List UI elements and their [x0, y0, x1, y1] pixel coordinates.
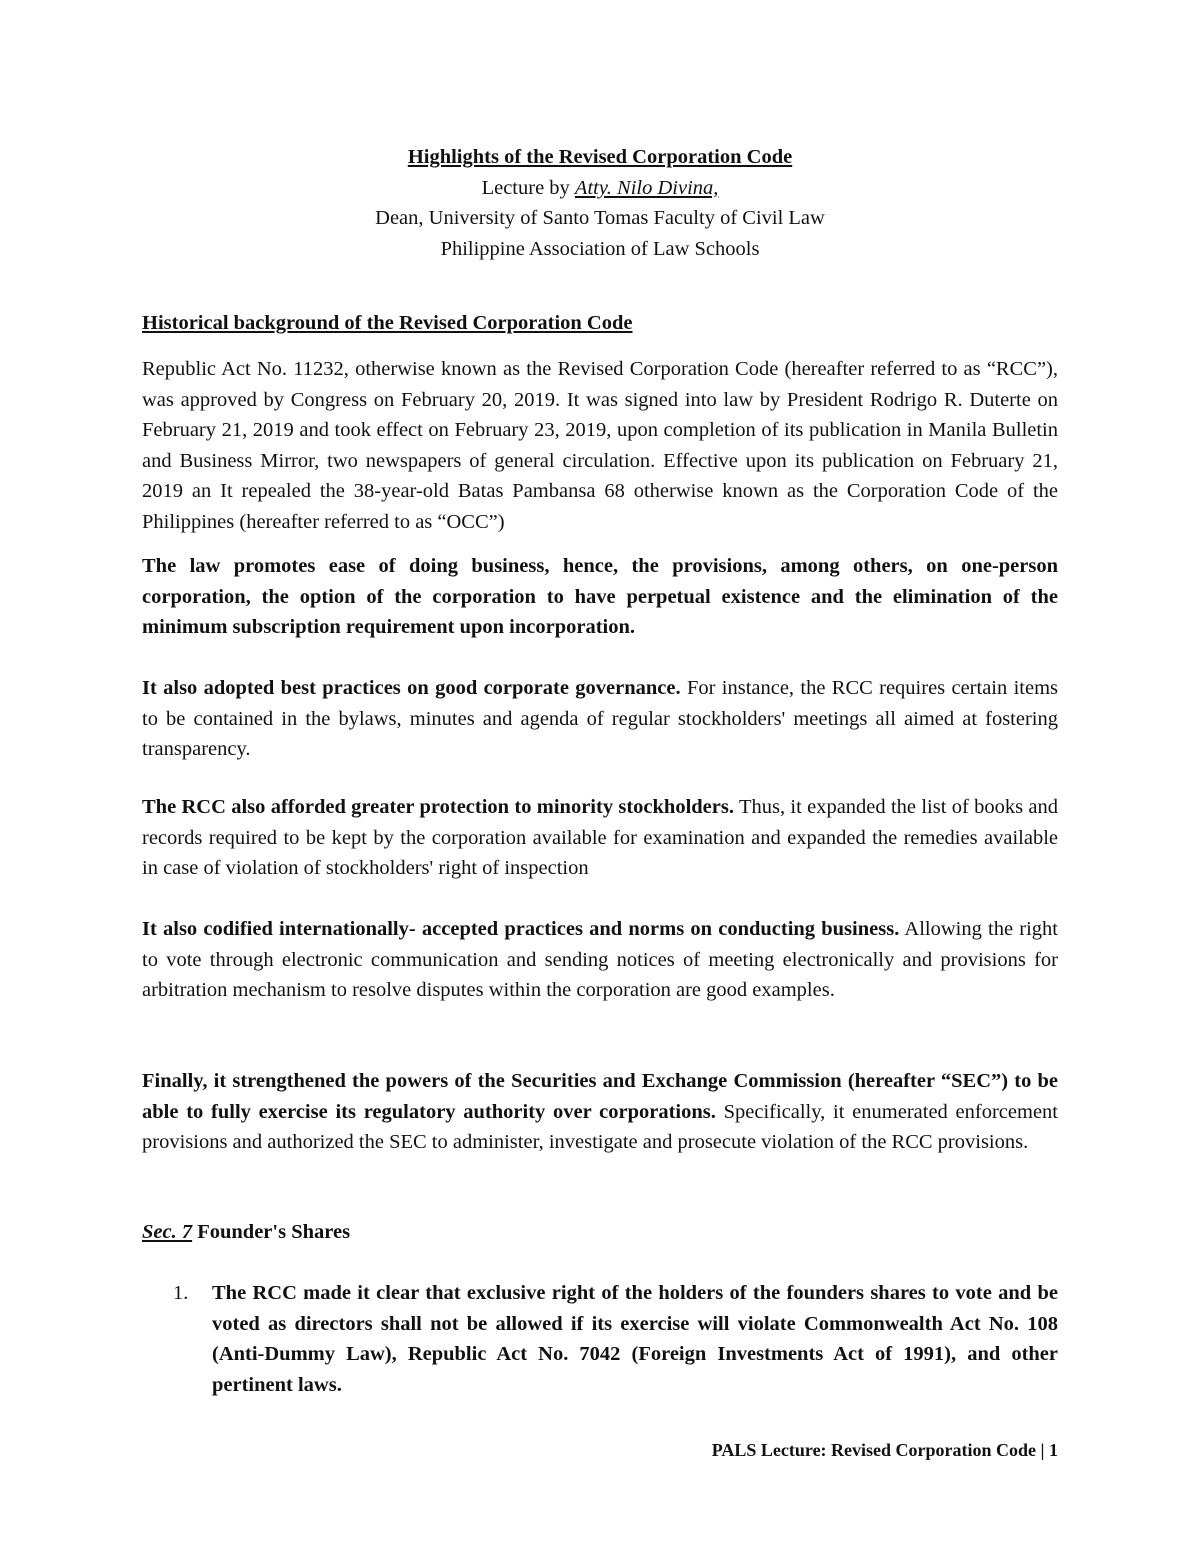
codified-lead: It also codified internationally- accepted practices and norms on conducting business. [142, 918, 900, 940]
page-footer: PALS Lecture: Revised Corporation Code | 1 [711, 1440, 1058, 1460]
historical-heading: Historical background of the Revised Corporation Code [142, 312, 633, 334]
minority-block [142, 792, 1058, 884]
lecture-byline [0, 173, 1200, 204]
ease-of-business-block [142, 551, 1058, 643]
list-item-text [212, 1278, 1058, 1400]
author-position: Dean, University of Santo Tomas Faculty of Civil Law [375, 207, 825, 229]
sec-powers-rest: Specifically, it enumerated enforcement provisions and authorized the SEC to administer, investigate and prosecute violation of the RCC provisions. [142, 1100, 1058, 1153]
section-7-ref: Sec. 7 [142, 1221, 193, 1243]
section-7-title: Founder's Shares [192, 1221, 351, 1243]
governance-lead: It also adopted best practices on good corporate governance. [142, 677, 681, 699]
governance-paragraph [142, 673, 1058, 765]
list-item-number: 1. [173, 1282, 189, 1304]
ease-of-business-paragraph: The law promotes ease of doing business, hence, the provisions, among others, on one-person corporation, the option of the corporation to have perpetual existence and the elimination of the minimum subscription requirement upon incorporation. [142, 555, 1058, 638]
document-title: Highlights of the Revised Corporation Code [407, 146, 793, 168]
author-name: Atty. Nilo Divina, [574, 176, 719, 199]
codified-block [142, 914, 1058, 1006]
codified-paragraph [142, 914, 1058, 1006]
list-item [173, 1278, 1058, 1400]
sec-powers-lead: Finally, it strengthened the powers of the Securities and Exchange Commission (hereafter “SEC”) to be able to fully exercise its regulatory authority over corporations. [142, 1070, 1058, 1123]
historical-paragraph: Republic Act No. 11232, otherwise known as the Revised Corporation Code (hereafter referred to as “RCC”), was approved by Congress on February 20, 2019. It was signed into law by President Rodrigo R. Duterte on February 21, 2019 and took effect on February 23, 2019, upon completion of its publication in Manila Bulletin and Business Mirror, two newspapers of general circulation. Effective upon its publication on February 21, 2019 an It repealed the 38-year-old Batas Pambansa 68 otherwise known as the Corporation Code of the Philippines (hereafter referred to as “OCC”) [142, 358, 1058, 533]
sec-powers-paragraph [142, 1066, 1058, 1158]
minority-rest: Thus, it expanded the list of books and records required to be kept by the corporation available for examination and expanded the remedies available in case of violation of stockholders' right of inspection [142, 796, 1058, 879]
list-item-bold: The RCC made it clear that exclusive right of the holders of the founders shares to vote and be voted as directors shall not be allowed if its exercise will violate Commonwealth Act No. 108 (Anti-Dummy Law), Republic Act No. 7042 (Foreign Investments Act of 1991), and other pertinent laws. [212, 1282, 1058, 1396]
historical-paragraph-block [142, 354, 1058, 537]
section-7-heading [142, 1217, 350, 1248]
sec-powers-block [142, 1066, 1058, 1158]
codified-rest: Allowing the right to vote through electronic communication and sending notices of meeting electronically and provisions for arbitration mechanism to resolve disputes within the corporation are good examples. [142, 918, 1059, 1001]
minority-paragraph [142, 792, 1058, 884]
lecture-prefix: Lecture by [481, 176, 575, 199]
document-header [0, 142, 1200, 264]
governance-block [142, 673, 1058, 765]
minority-lead: The RCC also afforded greater protection to minority stockholders. [142, 796, 734, 818]
organization-name: Philippine Association of Law Schools [440, 237, 760, 260]
governance-rest: For instance, the RCC requires certain items to be contained in the bylaws, minutes and agenda of regular stockholders' meetings all aimed at fostering transparency. [142, 677, 1058, 760]
